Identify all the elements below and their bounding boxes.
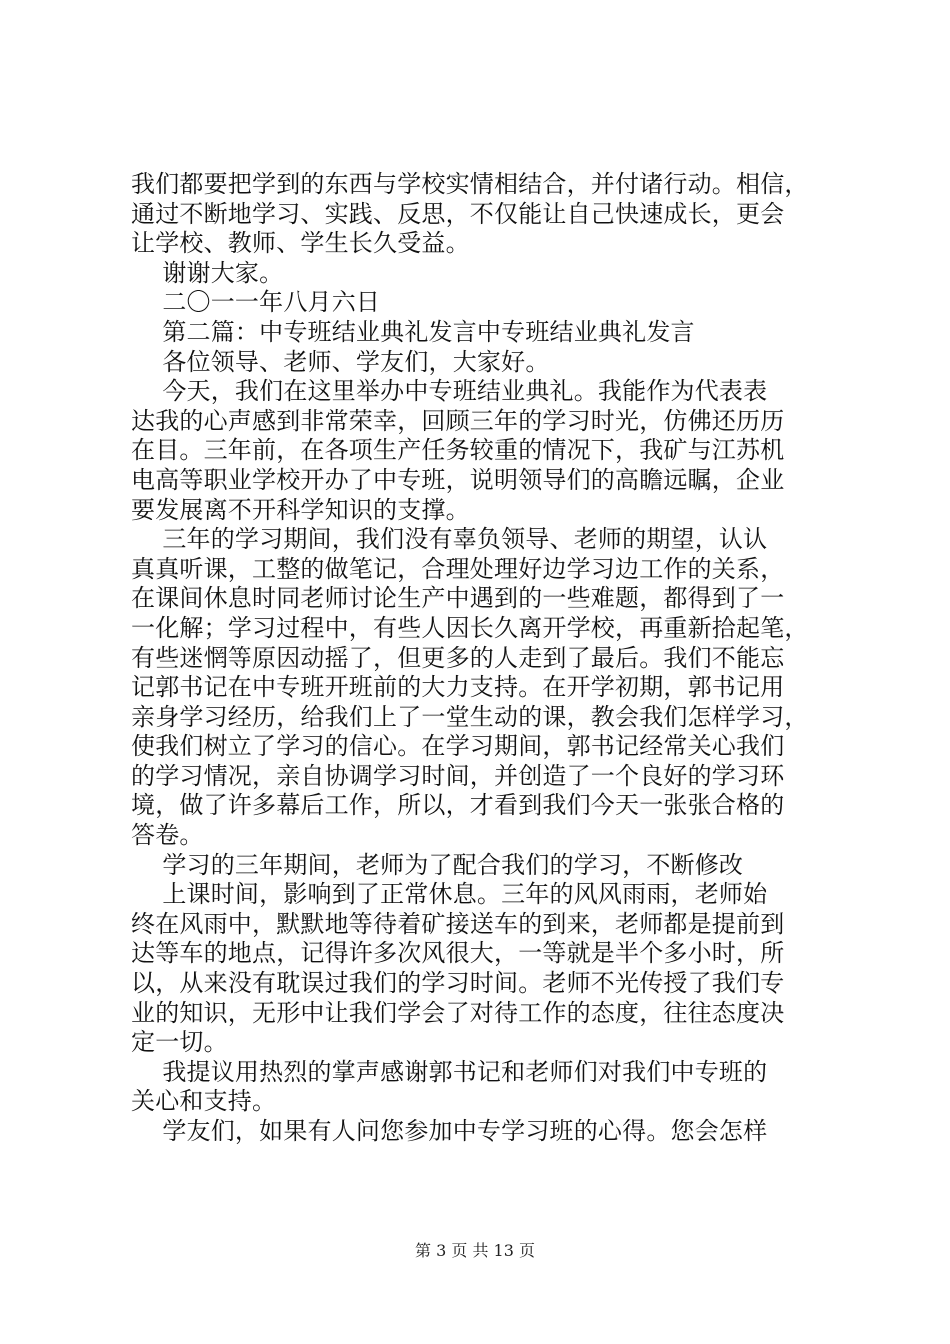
text-line: 答卷。 — [131, 821, 204, 850]
text-line: 终在风雨中，默默地等待着矿接送车的到来，老师都是提前到 — [131, 909, 785, 938]
text-line: 达我的心声感到非常荣幸，回顾三年的学习时光，仿佛还历历 — [131, 406, 785, 435]
text-line: 定一切。 — [131, 1028, 228, 1057]
text-line: 真真听课，工整的做笔记，合理处理好边学习边工作的关系， — [131, 554, 785, 583]
text-line: 的学习情况，亲自协调学习时间，并创造了一个良好的学习环 — [131, 761, 785, 790]
text-line: 境，做了许多幕后工作，所以，才看到我们今天一张张合格的 — [131, 791, 785, 820]
text-line: 关心和支持。 — [131, 1087, 277, 1116]
text-line: 电高等职业学校开办了中专班，说明领导们的高瞻远瞩，企业 — [131, 465, 785, 494]
text-line: 业的知识，无形中让我们学会了对待工作的态度，往往态度决 — [131, 998, 785, 1027]
text-line: 让学校、教师、学生长久受益。 — [131, 229, 470, 258]
text-line: 在课间休息时同老师讨论生产中遇到的一些难题，都得到了一 — [131, 584, 785, 613]
text-line: 通过不断地学习、实践、反思，不仅能让自己快速成长，更会 — [131, 199, 785, 228]
text-line: 在目。三年前，在各项生产任务较重的情况下，我矿与江苏机 — [131, 436, 785, 465]
text-line: 我们都要把学到的东西与学校实情相结合，并付诸行动。相信， — [131, 170, 809, 198]
text-line: 使我们树立了学习的信心。在学习期间，郭书记经常关心我们 — [131, 732, 785, 761]
text-line: 以，从来没有耽误过我们的学习时间。老师不光传授了我们专 — [131, 969, 785, 998]
text-line: 达等车的地点，记得许多次风很大，一等就是半个多小时，所 — [131, 939, 785, 968]
text-line: 学习的三年期间，老师为了配合我们的学习，不断修改 — [131, 850, 744, 879]
text-line: 我提议用热烈的掌声感谢郭书记和老师们对我们中专班的 — [131, 1057, 768, 1086]
text-line: 三年的学习期间，我们没有辜负领导、老师的期望，认认 — [131, 525, 768, 554]
text-line: 二〇一一年八月六日 — [131, 288, 381, 317]
text-line: 要发展离不开科学知识的支撑。 — [131, 495, 470, 524]
text-line: 有些迷惘等原因动摇了，但更多的人走到了最后。我们不能忘 — [131, 643, 785, 672]
section-heading: 第二篇：中专班结业典礼发言中专班结业典礼发言 — [131, 317, 695, 346]
text-line: 今天，我们在这里举办中专班结业典礼。我能作为代表表 — [131, 377, 768, 406]
text-line: 一化解；学习过程中，有些人因长久离开学校，再重新拾起笔， — [131, 613, 809, 642]
document-body — [131, 170, 831, 1147]
text-line: 谢谢大家。 — [131, 258, 284, 287]
text-line: 各位领导、老师、学友们，大家好。 — [131, 347, 550, 376]
text-line: 亲身学习经历，给我们上了一堂生动的课，教会我们怎样学习， — [131, 702, 809, 731]
text-line: 学友们，如果有人问您参加中专学习班的心得。您会怎样 — [131, 1117, 768, 1145]
text-line: 上课时间，影响到了正常休息。三年的风风雨雨，老师始 — [131, 880, 768, 909]
text-line: 记郭书记在中专班开班前的大力支持。在开学初期，郭书记用 — [131, 673, 785, 702]
page-footer: 第 3 页 共 13 页 — [415, 1241, 535, 1260]
